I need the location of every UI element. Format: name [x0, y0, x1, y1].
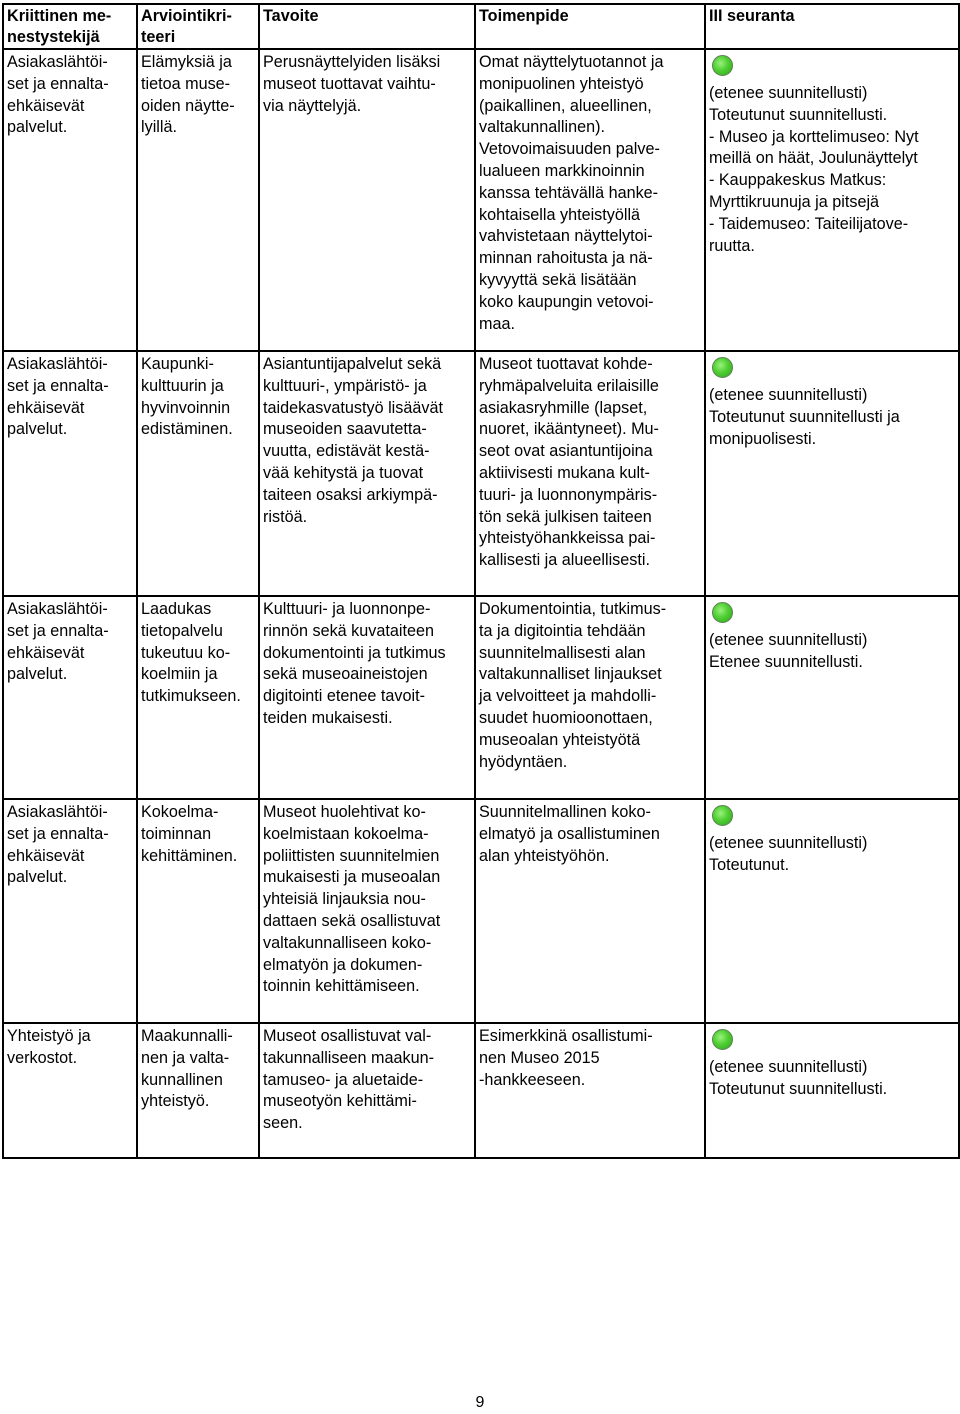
cell-factor: Asiakaslähtöi- set ja ennalta- ehkäisevät palvelut.: [3, 596, 137, 799]
table-row: [3, 799, 959, 1023]
header-action: Toimenpide: [475, 4, 705, 49]
header-criterion: Arviointikri- teeri: [137, 4, 259, 49]
cell-followup: [705, 596, 959, 799]
cell-factor: Asiakaslähtöi- set ja ennalta- ehkäisevät palvelut.: [3, 799, 137, 1023]
green-status-icon: [712, 602, 733, 623]
cell-action: Omat näyttelytuotannot ja monipuolinen yhteistyö (paikallinen, alueellinen, valtakunnallinen). Vetovoimaisuuden palve- lualueen markkinoinnin kanssa tehtävällä hanke- kohtaisella yhteistyöllä vahvistetaan näyttelytoi- minnan rahoitusta ja nä- kyvyyttä sekä lisätään koko kaupungin vetovoi- maa.: [475, 49, 705, 351]
green-status-icon: [712, 55, 733, 76]
cell-action: Esimerkkinä osallistumi- nen Museo 2015 -hankkeeseen.: [475, 1023, 705, 1158]
cell-action: Dokumentointia, tutkimus- ta ja digitointia tehdään suunnitelmallisesti alan valtakunnalliset linjaukset ja velvoitteet ja mahdolli- suudet huomioonottaen, museoalan yhteistyötä hyödyntäen.: [475, 596, 705, 799]
header-followup: III seuranta: [705, 4, 959, 49]
cell-criterion: Kokoelma- toiminnan kehittäminen.: [137, 799, 259, 1023]
table-row: [3, 351, 959, 596]
cell-criterion: Kaupunki- kulttuurin ja hyvinvoinnin edistäminen.: [137, 351, 259, 596]
table-row: [3, 1023, 959, 1158]
followup-text: (etenee suunnitellusti) Toteutunut suunnitellusti.: [709, 1058, 888, 1098]
header-goal: Tavoite: [259, 4, 475, 49]
table-row: [3, 49, 959, 351]
cell-followup: [705, 49, 959, 351]
cell-factor: Asiakaslähtöi- set ja ennalta- ehkäisevät palvelut.: [3, 351, 137, 596]
cell-goal: Museot huolehtivat ko- koelmistaan kokoelma- poliittisten suunnitelmien mukaisesti ja museoalan yhteisiä linjauksia nou- dattaen sekä osallistuvat valtakunnalliseen koko- elmatyön ja dokumen- toinnin kehittämiseen.: [259, 799, 475, 1023]
cell-criterion: Laadukas tietopalvelu tukeutuu ko- koelmiin ja tutkimukseen.: [137, 596, 259, 799]
cell-followup: [705, 351, 959, 596]
green-status-icon: [712, 1029, 733, 1050]
cell-action: Museot tuottavat kohde- ryhmäpalveluita erilaisille asiakasryhmille (lapset, nuoret, ikääntyneet). Mu- seot ovat asiantuntijoina aktiivisesti mukana kult- tuuri- ja luonnonympäris- tön sekä julkisen taiteen yhteistyöhankkeissa pai- kallisesti ja alueellisesti.: [475, 351, 705, 596]
cell-goal: Kulttuuri- ja luonnonpe- rinnön sekä kuvataiteen dokumentointi ja tutkimus sekä museoaineistojen digitointi etenee tavoit- teiden mukaisesti.: [259, 596, 475, 799]
cell-followup: [705, 1023, 959, 1158]
cell-goal: Museot osallistuvat val- takunnalliseen maakun- tamuseo- ja aluetaide- museotyön kehittämi- seen.: [259, 1023, 475, 1158]
cell-followup: [705, 799, 959, 1023]
cell-factor: Asiakaslähtöi- set ja ennalta- ehkäisevät palvelut.: [3, 49, 137, 351]
cell-factor: Yhteistyö ja verkostot.: [3, 1023, 137, 1158]
cell-action: Suunnitelmallinen koko- elmatyö ja osallistuminen alan yhteistyöhön.: [475, 799, 705, 1023]
green-status-icon: [712, 357, 733, 378]
cell-goal: Asiantuntijapalvelut sekä kulttuuri-, ympäristö- ja taidekasvatustyö lisäävät museoiden saavutetta- vuutta, edistävät kestä- vää kehitystä ja tuovat taiteen osaksi arkiympä- ristöä.: [259, 351, 475, 596]
followup-text: (etenee suunnitellusti) Etenee suunnitellusti.: [709, 631, 868, 671]
header-critical-factor: Kriittinen me- nestystekijä: [3, 4, 137, 49]
followup-text: (etenee suunnitellusti) Toteutunut suunnitellusti ja monipuolisesti.: [709, 386, 900, 448]
green-status-icon: [712, 805, 733, 826]
monitoring-table: [2, 3, 960, 1159]
header-row: [3, 4, 959, 49]
followup-text: (etenee suunnitellusti) Toteutunut.: [709, 834, 868, 874]
followup-text: (etenee suunnitellusti) Toteutunut suunnitellusti. - Museo ja korttelimuseo: Nyt meillä on häät, Joulunäyttelyt - Kauppakeskus Matkus: Myrttikruunuja ja pitsejä - Taidemuseo: Taiteilijatove- ruutta.: [709, 84, 919, 255]
cell-goal: Perusnäyttelyiden lisäksi museot tuottavat vaihtu- via näyttelyjä.: [259, 49, 475, 351]
cell-criterion: Elämyksiä ja tietoa muse- oiden näytte- lyillä.: [137, 49, 259, 351]
page-number: 9: [475, 1394, 485, 1411]
table-row: [3, 596, 959, 799]
cell-criterion: Maakunnalli- nen ja valta- kunnallinen yhteistyö.: [137, 1023, 259, 1158]
